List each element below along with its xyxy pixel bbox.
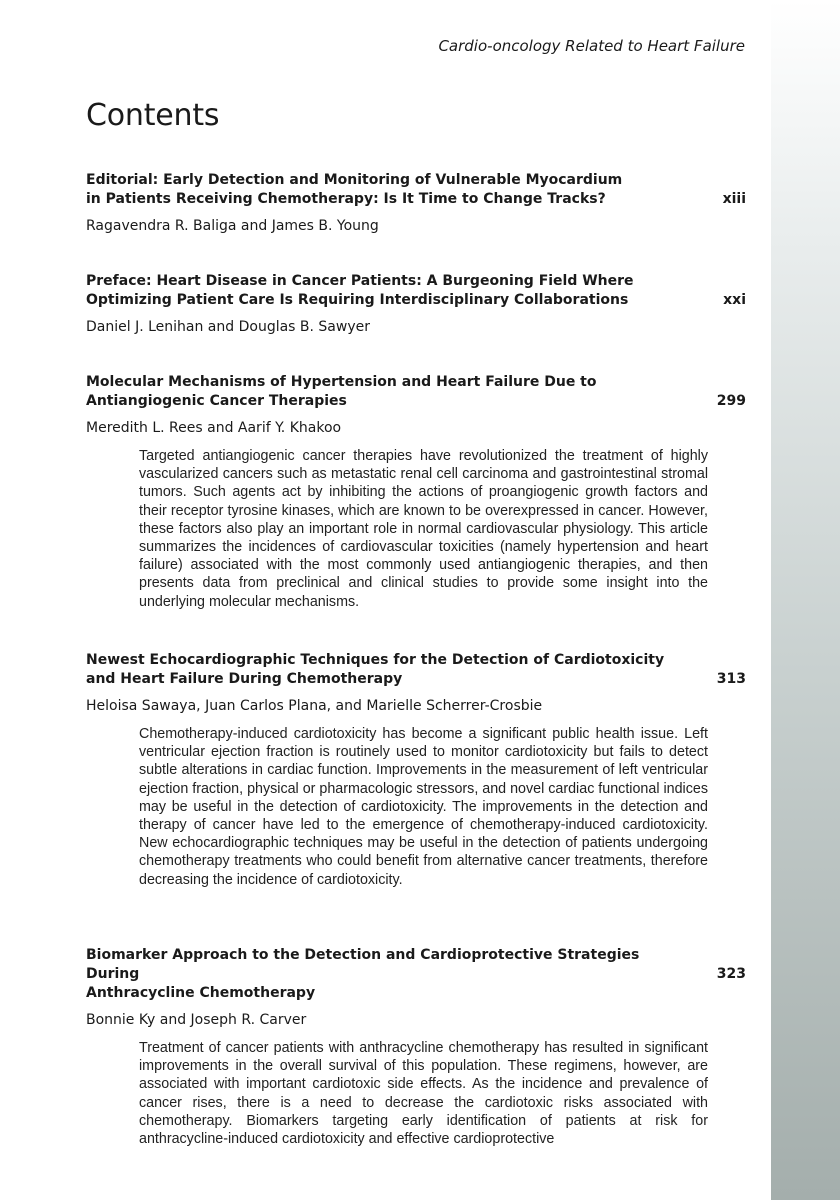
entry-title[interactable]: Editorial: Early Detection and Monitoring of Vulnerable Myocardium in Patients Receiving Chemotherapy: Is It Time to Change Tracks?: [86, 172, 623, 207]
entry-abstract: Treatment of cancer patients with anthracycline chemotherapy has resulted in significant improvements in the overall survival of this population. These regimens, however, are associated with important cardiotoxic side effects. As the incidence and prevalence of cancer rises, there is a need to decrease the cardiotoxic risks associated with chemotherapy. Biomarkers targeting early identification of patients at risk for anthracycline-induced cardiotoxicity and effective cardioprotective: [139, 1040, 708, 1148]
toc-entry-editorial: [86, 171, 746, 236]
toc-entry-biomarker-approach: [86, 946, 746, 1148]
page-title: Contents: [86, 98, 220, 133]
entry-abstract: Targeted antiangiogenic cancer therapies have revolutionized the treatment of highly vascularized cancers such as metastatic renal cell carcinoma and gastrointestinal stromal tumors. Such agents act by inhibiting the actions of proangiogenic growth factors and their receptor tyrosine kinases, which are known to be overexpressed in cancer. However, these factors also play an important role in normal cardiovascular physiology. This article summarizes the incidences of cardiovascular toxicities (namely hypertension and heart failure) associated with the most commonly used antiangiogenic therapies, and then presents data from preclinical and clinical studies to provide some insight into the underlying molecular mechanisms.: [139, 448, 708, 610]
toc-entry-preface: [86, 272, 746, 337]
toc-entry-echocardiographic-techniques: [86, 651, 746, 889]
entry-page-number[interactable]: xxi: [723, 292, 746, 308]
entry-page-number[interactable]: xiii: [722, 191, 746, 207]
entry-authors: Bonnie Ky and Joseph R. Carver: [86, 1012, 307, 1028]
entry-title[interactable]: Preface: Heart Disease in Cancer Patients: A Burgeoning Field Where Optimizing Patient Care Is Requiring Interdisciplinary Collaborations: [86, 273, 634, 308]
entry-page-number[interactable]: 323: [716, 966, 746, 982]
entry-page-number[interactable]: 299: [716, 393, 746, 409]
entry-title[interactable]: Molecular Mechanisms of Hypertension and Heart Failure Due to Antiangiogenic Cancer Therapies: [86, 374, 597, 409]
entry-authors: Meredith L. Rees and Aarif Y. Khakoo: [86, 420, 342, 436]
entry-abstract: Chemotherapy-induced cardiotoxicity has become a significant public health issue. Left ventricular ejection fraction is routinely used to monitor cardiotoxicity but fails to detect subtle alterations in cardiac function. Improvements in the measurement of left ventricular ejection fraction, physical or pharmacologic stressors, and novel cardiac functional indices may be useful in the detection of cardiotoxicity. The improvements in the detection and therapy of cancer have led to the emergence of chemotherapy-induced cardiotoxicity. New echocardiographic techniques may be useful in the detection of patients undergoing chemotherapy treatments who could benefit from alternative cancer treatments, therefore decreasing the incidence of cardiotoxicity.: [139, 726, 708, 888]
toc-entry-molecular-mechanisms: [86, 373, 746, 611]
entry-title[interactable]: Newest Echocardiographic Techniques for the Detection of Cardiotoxicity and Heart Failure During Chemotherapy: [86, 652, 665, 687]
side-color-band: [771, 0, 840, 1200]
running-header: Cardio-oncology Related to Heart Failure: [438, 37, 745, 55]
entry-page-number[interactable]: 313: [716, 671, 746, 687]
entry-authors: Ragavendra R. Baliga and James B. Young: [86, 218, 379, 234]
entry-authors: Heloisa Sawaya, Juan Carlos Plana, and Marielle Scherrer-Crosbie: [86, 698, 543, 714]
entry-authors: Daniel J. Lenihan and Douglas B. Sawyer: [86, 319, 370, 335]
entry-title[interactable]: Biomarker Approach to the Detection and Cardioprotective Strategies During Anthracycline Chemotherapy: [86, 947, 640, 1001]
